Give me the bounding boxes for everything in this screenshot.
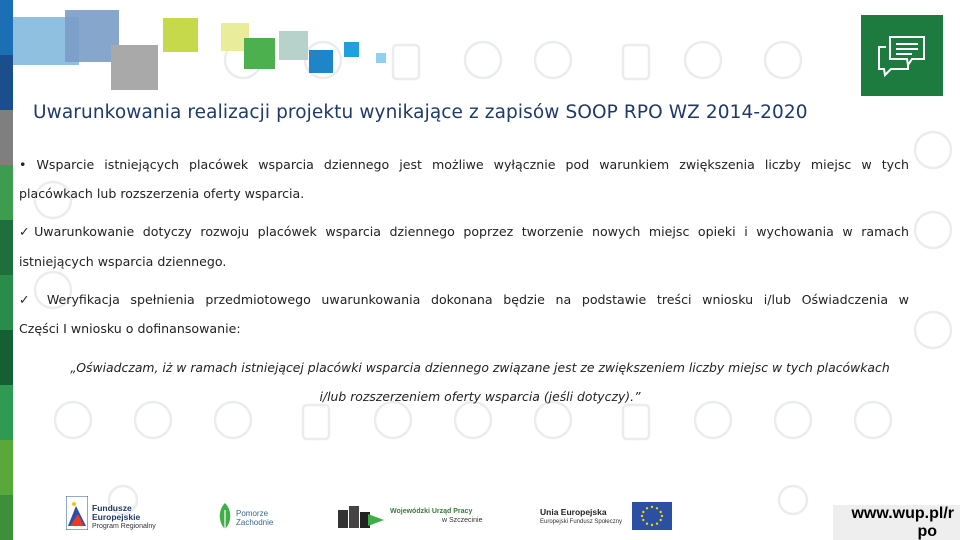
paragraph-line: Części I wniosku o dofinansowanie:: [19, 321, 241, 336]
eu-flag-icon: [632, 502, 672, 530]
decor-square: [309, 50, 333, 73]
logo-text: Wojewódzki Urząd Pracy: [390, 508, 473, 515]
fe-logo-icon: [66, 496, 88, 530]
decor-square: [163, 18, 198, 52]
quote-line: „Oświadczam, iż w ramach istniejącej placówki wsparcia dziennego związane jest ze zwiększeniem liczby miejsc w tych placówkach: [70, 360, 890, 375]
quote-line: i/lub rozszerzeniem oferty wsparcia (jeśli dotyczy).”: [319, 389, 641, 404]
paragraph-line: ✓Uwarunkowanie dotyczy rozwoju placówek wsparcia dziennego poprzez tworzenie nowych miejsc opieki i wychowania w ramach: [19, 224, 909, 239]
logo-text: Europejskie: [92, 512, 141, 522]
decor-square: [344, 42, 359, 57]
website-text[interactable]: po: [917, 523, 937, 540]
decor-square: [111, 45, 158, 90]
logo-text: Program Regionalny: [92, 523, 156, 530]
logo-wup-szczecin: [338, 500, 488, 532]
logo-unia-europejska: [540, 500, 680, 532]
logo-text: Zachodnie: [236, 518, 274, 527]
website-link[interactable]: [833, 505, 960, 540]
logo-text: w Szczecinie: [442, 517, 483, 524]
left-color-strip: [0, 0, 13, 540]
logo-fundusze-europejskie: [66, 496, 166, 532]
pomorze-leaf-icon: [216, 502, 234, 530]
decor-square: [244, 38, 275, 69]
decor-square: [376, 53, 386, 63]
chat-bubbles-icon: [876, 33, 928, 79]
logo-text: Unia Europejska: [540, 507, 607, 517]
logo-text: Pomorze: [236, 509, 269, 518]
paragraph-line: ✓ Weryfikacja spełnienia przedmiotowego uwarunkowania dokonana będzie na podstawie treści wniosku i/lub Oświadczenia w: [19, 292, 909, 307]
logo-text: Fundusze: [92, 503, 132, 513]
paragraph-line: istniejących wsparcia dziennego.: [19, 254, 227, 269]
page-title: Uwarunkowania realizacji projektu wynikające z zapisów SOOP RPO WZ 2014-2020: [33, 102, 808, 123]
logo-pomorze-zachodnie: [216, 500, 286, 532]
decor-square: [279, 31, 308, 60]
paragraph-line: placówkach lub rozszerzenia oferty wsparcia.: [19, 186, 305, 201]
paragraph-line: • Wsparcie istniejących placówek wsparcia dziennego jest możliwe wyłącznie pod warunkiem zwiększenia liczby miejsc w tych: [19, 157, 909, 172]
website-text[interactable]: www.wup.pl/r: [851, 505, 954, 522]
wup-building-icon: [338, 502, 384, 530]
chat-icon-box: [861, 15, 943, 96]
logo-text: Europejski Fundusz Społeczny: [540, 519, 623, 525]
